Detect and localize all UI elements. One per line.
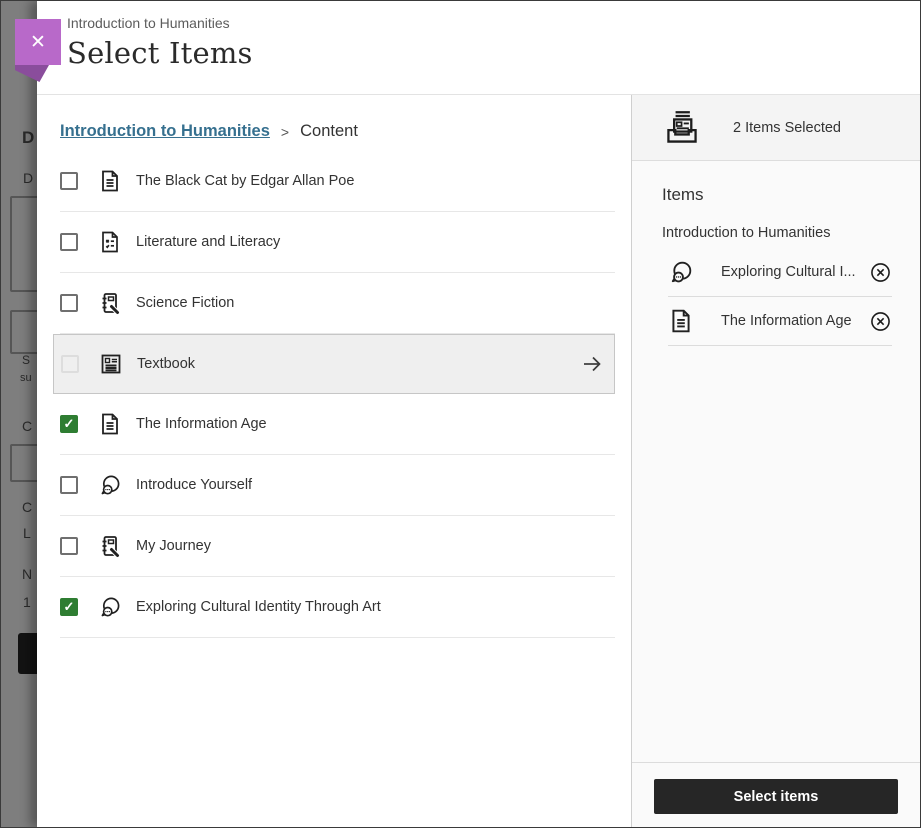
selected-item	[668, 248, 892, 297]
dimmed-background-page	[1, 1, 37, 827]
list-item[interactable]	[60, 273, 615, 334]
background-text-fragment: C	[22, 418, 33, 434]
background-text-fragment: S	[22, 353, 31, 367]
breadcrumb-course-link[interactable]: Introduction to Humanities	[60, 122, 270, 140]
document-icon	[98, 169, 122, 193]
item-label: The Information Age	[136, 416, 267, 432]
background-box	[10, 310, 37, 354]
selection-panel-footer	[632, 762, 920, 827]
selection-panel	[631, 95, 920, 827]
selection-panel-body	[632, 161, 920, 762]
open-folder-arrow-icon[interactable]	[580, 352, 604, 376]
item-list	[60, 151, 615, 638]
item-checkbox-checked[interactable]: ✓	[60, 598, 78, 616]
selection-count-label: 2 Items Selected	[733, 119, 841, 136]
background-text-fragment: D	[23, 170, 34, 186]
background-text-fragment: D	[22, 128, 35, 147]
background-text-fragment: su	[20, 372, 32, 384]
list-item[interactable]	[60, 577, 615, 638]
list-item[interactable]	[60, 212, 615, 273]
course-context-label: Introduction to Humanities	[67, 15, 230, 31]
item-label: Literature and Literacy	[136, 234, 281, 250]
journal-icon	[98, 291, 122, 315]
selected-item	[668, 297, 892, 346]
discussion-icon	[668, 259, 694, 285]
background-input	[10, 444, 37, 482]
item-checkbox[interactable]	[60, 172, 78, 190]
item-checkbox[interactable]	[60, 537, 78, 555]
discussion-icon	[98, 595, 122, 619]
item-label: My Journey	[136, 538, 211, 554]
document-icon	[668, 308, 694, 334]
select-items-button[interactable]: Select items	[654, 779, 898, 814]
selected-item-label: Exploring Cultural I...	[721, 264, 856, 280]
background-text-fragment: 1	[23, 594, 31, 610]
remove-item-button[interactable]	[869, 261, 892, 284]
background-dark-button	[18, 633, 37, 674]
background-textarea	[10, 196, 37, 292]
breadcrumb-chevron-icon: >	[280, 123, 290, 140]
background-text-fragment: L	[23, 525, 31, 541]
modal-header	[37, 1, 920, 95]
select-items-modal	[30, 1, 920, 827]
close-button[interactable]	[15, 19, 61, 65]
list-item-folder[interactable]	[53, 334, 615, 394]
page-title: Select Items	[67, 36, 253, 70]
list-item[interactable]	[60, 151, 615, 212]
item-checkbox[interactable]	[60, 233, 78, 251]
content-list-area	[37, 95, 631, 827]
collect-items-icon	[662, 108, 702, 148]
remove-item-button[interactable]	[869, 310, 892, 333]
selected-item-label: The Information Age	[721, 313, 852, 329]
selected-items-list	[668, 248, 892, 346]
item-label: Exploring Cultural Identity Through Art	[136, 599, 381, 615]
list-item[interactable]	[60, 394, 615, 455]
items-heading: Items	[662, 185, 704, 204]
background-text-fragment: N	[22, 566, 33, 582]
selection-course-name: Introduction to Humanities	[662, 225, 831, 241]
assessment-icon	[98, 230, 122, 254]
item-checkbox[interactable]	[60, 294, 78, 312]
contents-icon	[99, 352, 123, 376]
selection-count-header	[632, 95, 920, 161]
breadcrumb	[60, 95, 615, 151]
list-item[interactable]	[60, 455, 615, 516]
background-text-fragment: C	[22, 499, 33, 515]
item-label: Introduce Yourself	[136, 477, 253, 493]
list-item[interactable]	[60, 516, 615, 577]
item-checkbox-disabled	[61, 355, 79, 373]
item-label: Science Fiction	[136, 295, 235, 311]
item-checkbox[interactable]	[60, 476, 78, 494]
document-icon	[98, 412, 122, 436]
item-checkbox-checked[interactable]: ✓	[60, 415, 78, 433]
discussion-icon	[98, 473, 122, 497]
item-label: Textbook	[137, 356, 196, 372]
item-label: The Black Cat by Edgar Allan Poe	[136, 173, 355, 189]
journal-icon	[98, 534, 122, 558]
close-icon: ✕	[30, 31, 46, 53]
breadcrumb-current: Content	[300, 122, 358, 140]
